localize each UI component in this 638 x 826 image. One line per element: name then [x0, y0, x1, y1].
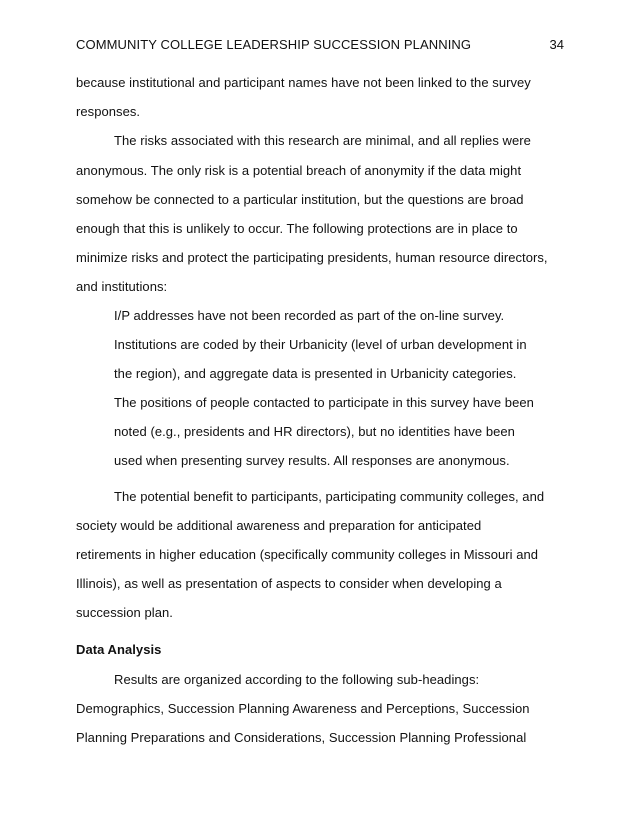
- page-number: 34: [549, 37, 564, 52]
- paragraph-line: Results are organized according to the following sub-headings:: [114, 672, 480, 687]
- paragraph-line: society would be additional awareness and preparation for anticipated: [76, 518, 482, 533]
- paragraph-line: Planning Preparations and Considerations, Succession Planning Professional: [76, 730, 527, 745]
- block-line: The positions of people contacted to participate in this survey have been: [114, 395, 534, 410]
- block-line: used when presenting survey results. All responses are anonymous.: [114, 453, 510, 468]
- paragraph-line: enough that this is unlikely to occur. The following protections are in place to: [76, 221, 518, 236]
- block-line: noted (e.g., presidents and HR directors), but no identities have been: [114, 424, 515, 439]
- paragraph-line: minimize risks and protect the participating presidents, human resource directors,: [76, 250, 548, 265]
- paragraph-line: Illinois), as well as presentation of aspects to consider when developing a: [76, 576, 502, 591]
- paragraph-line: because institutional and participant names have not been linked to the survey: [76, 75, 531, 90]
- paragraph-line: Demographics, Succession Planning Awareness and Perceptions, Succession: [76, 701, 530, 716]
- paragraph-line: and institutions:: [76, 279, 168, 294]
- paragraph-line: responses.: [76, 104, 141, 119]
- section-heading: Data Analysis: [76, 642, 162, 657]
- paragraph-line: anonymous. The only risk is a potential breach of anonymity if the data might: [76, 163, 522, 178]
- paragraph-line: retirements in higher education (specifically community colleges in Missouri and: [76, 547, 539, 562]
- block-line: Institutions are coded by their Urbanicity (level of urban development in: [114, 337, 527, 352]
- running-head: COMMUNITY COLLEGE LEADERSHIP SUCCESSION PLANNING: [76, 37, 472, 52]
- paragraph-line: succession plan.: [76, 605, 173, 620]
- paragraph-line: The risks associated with this research are minimal, and all replies were: [114, 133, 531, 148]
- block-line: the region), and aggregate data is presented in Urbanicity categories.: [114, 366, 517, 381]
- paragraph-line: somehow be connected to a particular institution, but the questions are broad: [76, 192, 524, 207]
- paragraph-line: The potential benefit to participants, participating community colleges, and: [114, 489, 545, 504]
- block-line: I/P addresses have not been recorded as part of the on-line survey.: [114, 308, 505, 323]
